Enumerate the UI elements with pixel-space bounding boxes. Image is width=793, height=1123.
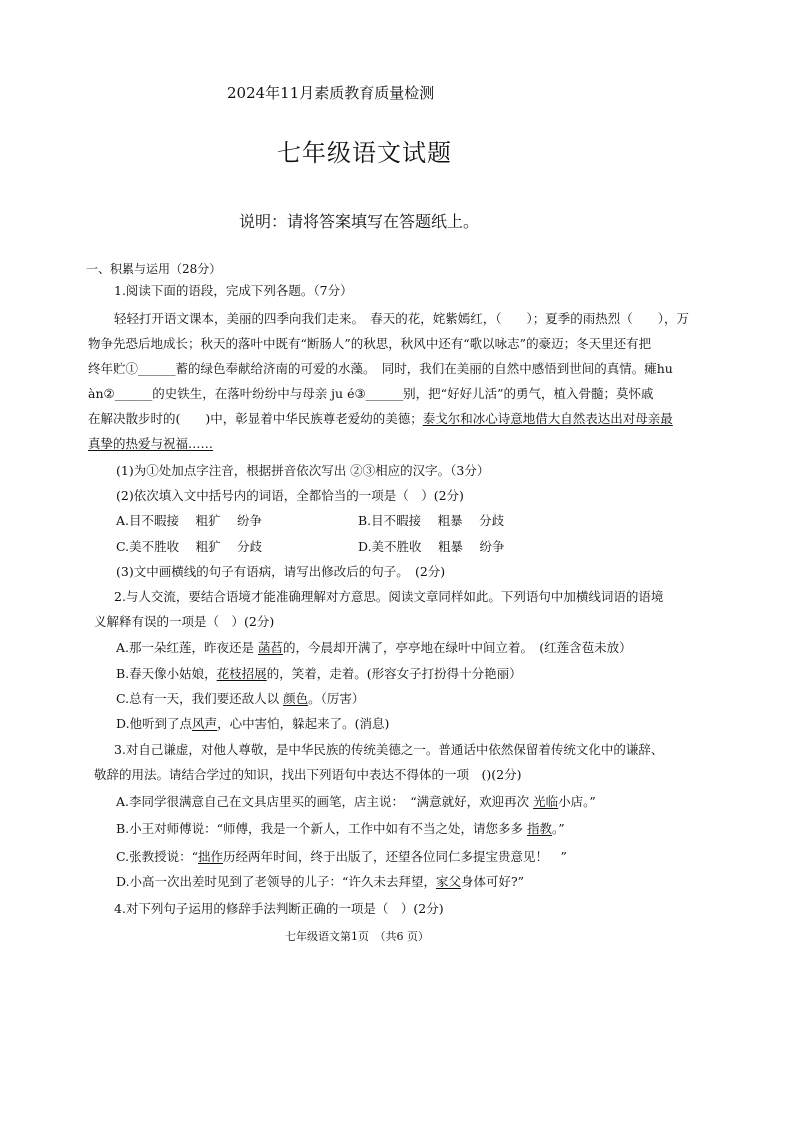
q3-option-a: [116, 789, 596, 814]
question-3-stem: 3.对自己谦虚，对他人尊敬，是中华民族的传统美德之一。普通话中依然保留着传统文化中的谦辞、: [114, 742, 664, 757]
q1-option-a: A.目不暇接 粗犷 纷争: [116, 513, 262, 528]
question-3-stem-cont: 敬辞的用法。请结合学过的知识，找出下列语句中表达不得体的一项 ()(2分): [94, 767, 522, 782]
q1-sub2: (2)依次填入文中括号内的词语，全都恰当的一项是（ ）(2分): [116, 488, 464, 503]
option-text: 。”: [552, 821, 565, 836]
q1-sub1: (1)为①处加点字注音，根据拼音依次写出 ②③相应的汉字。（3分）: [116, 463, 490, 478]
underlined-word: 菡萏: [257, 640, 283, 655]
page-footer: 七年级语文第1页 （共6 页）: [285, 930, 429, 943]
q1-option-c: C.美不胜收 粗犷 分歧: [116, 539, 263, 554]
underlined-word: 光临: [533, 794, 559, 809]
q2-option-c: [116, 686, 364, 711]
option-text: D.他听到了点: [116, 716, 193, 731]
exam-header: 2024年11月素质教育质量检测: [227, 84, 435, 102]
option-text: A.李同学很满意自己在文具店里买的画笔，店主说： “满意就好，欢迎再次: [116, 794, 534, 809]
page-title: 七年级语文试题: [277, 139, 452, 167]
reading-passage: [88, 306, 708, 456]
q2-option-d: [116, 711, 389, 736]
underlined-word: 家父: [435, 874, 461, 889]
option-text: C.张教授说：“: [116, 849, 198, 864]
option-text: 小店。”: [558, 794, 596, 809]
underlined-word: 颜色: [283, 691, 309, 706]
option-text: 的，今晨却开满了，亭亭地在绿叶中间立着。 (红莲含苞未放）: [283, 640, 632, 655]
passage-line: 终年贮①______蓄的绿色奉献给济南的可爱的水藻。 同时，我们在美丽的自然中感悟到世间的真情。瘫hu: [88, 361, 673, 376]
underlined-word: 风声: [192, 716, 218, 731]
option-text: A.那一朵红莲，昨夜还是: [116, 640, 258, 655]
underlined-word: 指教: [527, 821, 553, 836]
passage-line: [88, 406, 708, 431]
q2-option-b: [116, 661, 522, 686]
option-text: 的，笑着，走着。(形容女子打扮得十分艳丽）: [266, 666, 522, 681]
option-text: B.春天像小姑娘，: [116, 666, 217, 681]
option-text: 。（厉害）: [308, 691, 365, 706]
option-text: C.总有一天，我们要还敌人以: [116, 691, 284, 706]
question-2-stem: 2.与人交流，要结合语境才能准确理解对方意思。阅读文章同样如此。下列语句中加横线词语的语境: [114, 589, 664, 604]
q1-option-d: D.美不胜收 粗暴 纷争: [358, 539, 505, 554]
q3-option-d: [116, 869, 524, 894]
option-text: 身体可好?”: [460, 874, 525, 889]
section-heading: 一、积累与运用（28分）: [86, 262, 222, 276]
question-2-stem-cont: 义解释有误的一项是（ ）(2分): [94, 614, 275, 629]
underlined-sentence: 真挚的热爱与祝福……: [88, 436, 214, 451]
q2-option-a: [116, 635, 632, 660]
instruction-note: 说明：请将答案填写在答题纸上。: [239, 212, 480, 231]
option-text: ，心中害怕，躲起来了。(消息): [217, 716, 390, 731]
q1-sub3: (3)文中画横线的句子有语病，请写出修改后的句子。 (2分): [116, 564, 446, 579]
option-text: B.小王对师傅说：“师傅，我是一个新人，工作中如有不当之处，请您多多: [116, 821, 528, 836]
option-text: 历经两年时间，终于出版了，还望各位同仁多提宝贵意见！ ”: [223, 849, 567, 864]
q3-option-c: [116, 844, 567, 869]
passage-line: 物争先恐后地成长；秋天的落叶中既有“断肠人”的秋思，秋风中还有“歌以咏志”的豪迈；冬天里还有把: [88, 336, 652, 351]
q1-option-b: B.目不暇接 粗暴 分歧: [358, 513, 505, 528]
passage-text: 在解决散步时的( )中，彰显着中华民族尊老爱幼的美德；: [88, 411, 423, 426]
underlined-sentence: 泰戈尔和冰心诗意地借大自然表达出对母亲最: [422, 411, 673, 426]
question-4-stem: 4.对下列句子运用的修辞手法判断正确的一项是（ ）(2分): [114, 901, 444, 916]
passage-line: àn②______的史铁生，在落叶纷纷中与母亲 ju é③______别，把“好好儿活”的勇气，植入骨髓；莫怀戚: [88, 386, 654, 401]
underlined-word: 拙作: [197, 849, 223, 864]
question-1-stem: 1.阅读下面的语段，完成下列各题。（7分）: [114, 283, 353, 298]
underlined-word: 花枝招展: [216, 666, 267, 681]
option-text: D.小高一次出差时见到了老领导的儿子：“许久未去拜望，: [116, 874, 436, 889]
q3-option-b: [116, 816, 565, 841]
passage-line: 轻轻打开语文课本，美丽的四季向我们走来。 春天的花，姹紫嫣红，（ ）；夏季的雨热烈（ ），万: [114, 311, 690, 326]
passage-line: [88, 431, 708, 456]
